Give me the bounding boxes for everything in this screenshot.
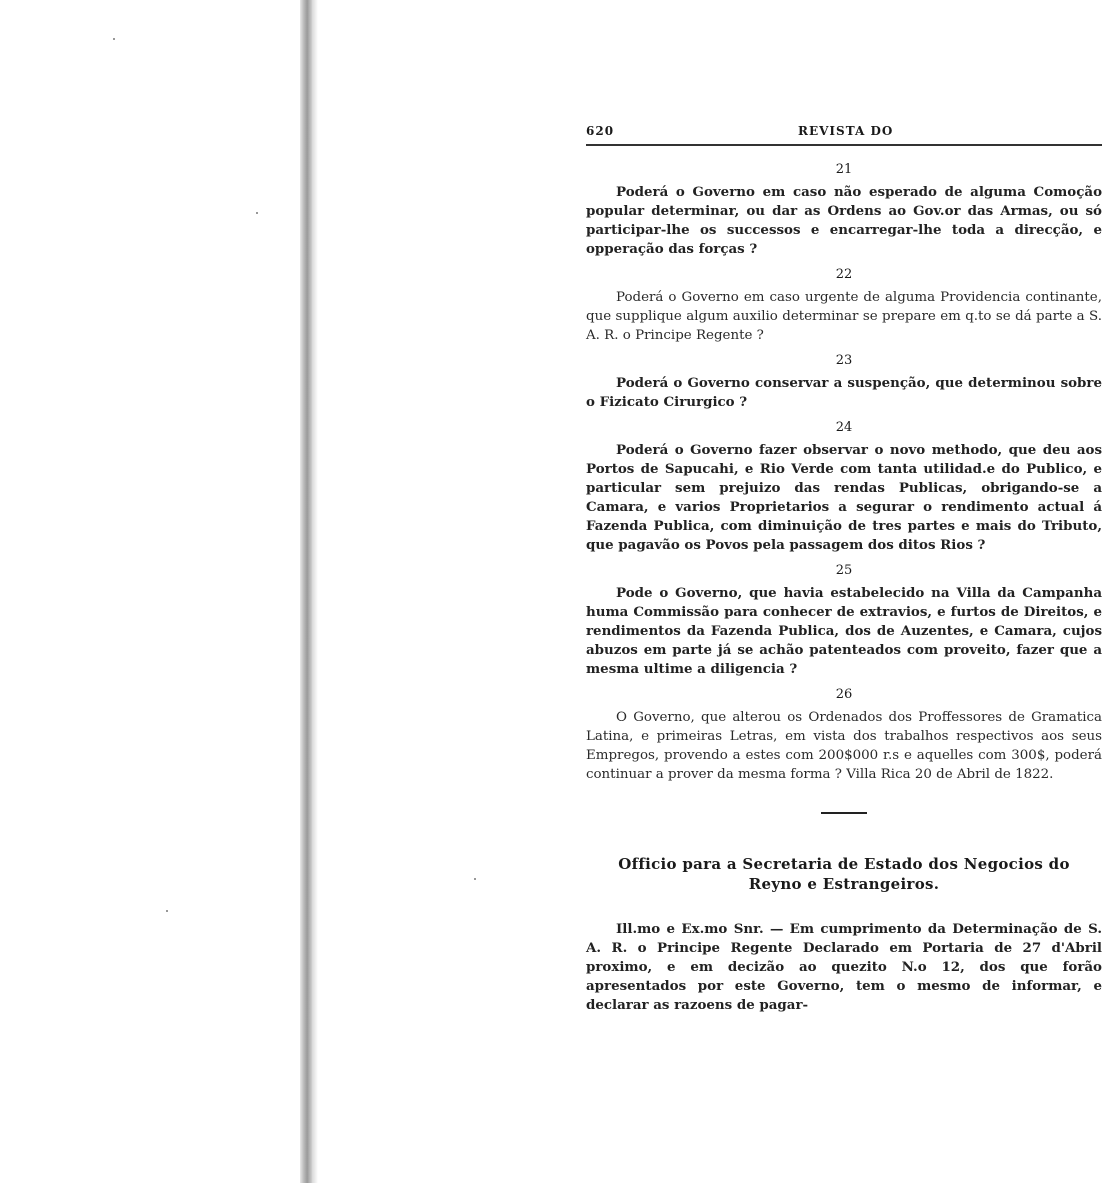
question-block xyxy=(586,685,1102,784)
scan-speck xyxy=(474,878,476,880)
section-divider xyxy=(821,812,867,814)
document-page xyxy=(586,118,1102,1015)
page-number: 620 xyxy=(586,124,615,138)
section-title xyxy=(586,854,1102,894)
scan-speck xyxy=(113,38,115,40)
question-block xyxy=(586,351,1102,412)
running-title: REVISTA DO xyxy=(798,124,894,138)
question-number: 24 xyxy=(835,420,853,435)
question-number: 21 xyxy=(835,162,853,177)
question-text: Poderá o Governo em caso não esperado de alguma Comoção popular determinar, ou dar as Ordens ao Gov.or das Armas, ou só participar-lhe os successos e encarregar-lhe toda a direcção, e opperação das forças ? xyxy=(586,184,1102,257)
section-title-line: Officio para a Secretaria de Estado dos Negocios do xyxy=(618,855,1070,873)
header-rule xyxy=(586,144,1102,146)
question-text: Poderá o Governo fazer observar o novo methodo, que deu aos Portos de Sapucahi, e Rio Verde com tanta utilidad.e do Publico, e particular sem prejuizo das rendas Publicas, obrigando-se a Camara, e varios Proprietarios a segurar o rendimento actual á Fazenda Publica, com diminuição de tres partes e mais do Tributo, que pagavão os Povos pela passagem dos ditos Rios ? xyxy=(586,442,1102,553)
scan-speck xyxy=(256,212,258,214)
question-text: Poderá o Governo conservar a suspenção, que determinou sobre o Fizicato Cirurgico ? xyxy=(586,375,1102,410)
scan-speck xyxy=(166,910,168,912)
question-block xyxy=(586,160,1102,259)
question-number: 22 xyxy=(835,267,853,282)
running-header xyxy=(586,118,1102,140)
page-gutter-shadow xyxy=(300,0,312,1183)
question-text: Poderá o Governo em caso urgente de alguma Providencia continante, que supplique algum auxilio determinar se prepare em q.to se dá parte a S. A. R. o Principe Regente ? xyxy=(586,290,1102,343)
question-block xyxy=(586,265,1102,345)
question-block xyxy=(586,561,1102,679)
question-block xyxy=(586,418,1102,555)
question-number: 23 xyxy=(835,353,853,368)
question-number: 26 xyxy=(835,687,853,702)
letter-body: Ill.mo e Ex.mo Snr. — Em cumprimento da Determinação de S. A. R. o Principe Regente Declarado em Portaria de 27 d'Abril proximo, e em decizão ao quezito N.o 12, dos que forão apresentados por este Governo, tem o mesmo de informar, e declarar as razoens de pagar- xyxy=(586,921,1102,1013)
question-text: O Governo, que alterou os Ordenados dos Proffessores de Gramatica Latina, e primeiras Letras, em vista dos trabalhos respectivos aos seus Empregos, provendo a estes com 200$000 r.s e aquelles com 300$, poderá continuar a prover da mesma forma ? Villa Rica 20 de Abril de 1822. xyxy=(586,710,1102,782)
question-number: 25 xyxy=(835,563,853,578)
question-text: Pode o Governo, que havia estabelecido na Villa da Campanha huma Commissão para conhecer de extravios, e furtos de Direitos, e rendimentos da Fazenda Publica, dos de Auzentes, e Camara, cujos abuzos em parte já se achão patenteados com proveito, fazer que a mesma ultime a diligencia ? xyxy=(586,585,1102,677)
page-gutter-fade xyxy=(312,0,318,1183)
section-title-line: Reyno e Estrangeiros. xyxy=(748,875,940,893)
